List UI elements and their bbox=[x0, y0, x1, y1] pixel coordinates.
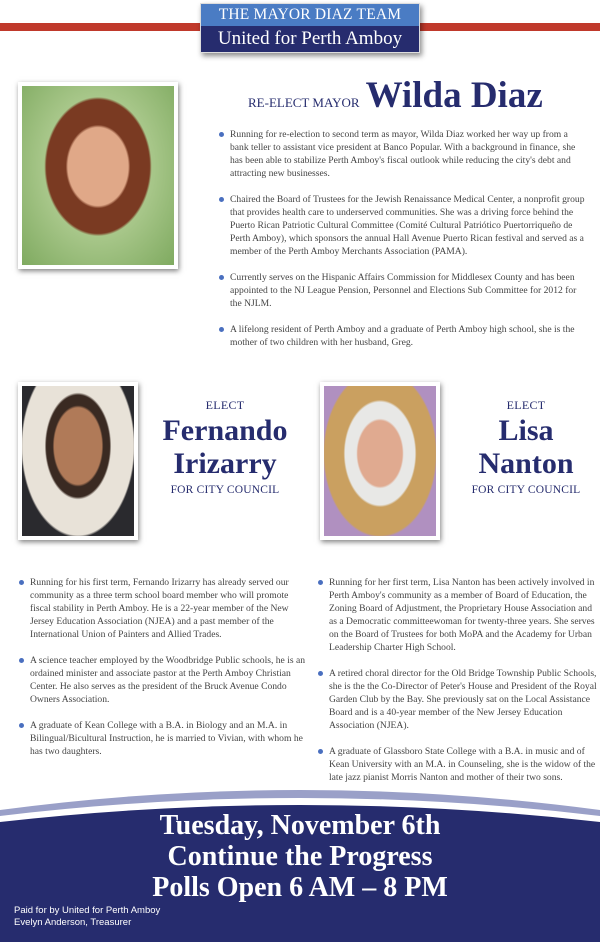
campaign-banner bbox=[200, 3, 420, 53]
lisa-photo bbox=[320, 382, 440, 540]
footer-message bbox=[0, 810, 600, 903]
candidate-last-name: Irizarry bbox=[173, 447, 277, 480]
list-item: A retired choral director for the Old Bridge Township Public Schools, she is the the Co-Director of Peter's House and President of the Royal Garden Club by the Bay. She previously sat on the Local Assistance Board and is a 40-year member of the New Jersey Education Association (NJEA). bbox=[317, 667, 597, 732]
lisa-heading bbox=[446, 398, 600, 496]
mayor-prefix: RE-ELECT MAYOR bbox=[248, 95, 360, 110]
candidate-first-name: Lisa bbox=[498, 414, 554, 447]
list-item: A graduate of Glassboro State College with a B.A. in music and of Kean University with an M.A. in Counseling, she is the widow of the late jazz pianist Morris Nanton and mother of their two sons. bbox=[317, 745, 597, 784]
list-item: Chaired the Board of Trustees for the Jewish Renaissance Medical Center, a nonprofit group that provides health care to underserved communities. She was a driving force behind the Puerto Rican Patriotic Cultural Committee (Comité Cultural Patriótico Puertorriqueño de Perth Amboy), which sponsors the annual Hall Avenue Puerto Rican festival and served as a member of the Perth Amboy Merchants Association (PAMA). bbox=[218, 193, 588, 258]
slogan: Continue the Progress bbox=[167, 841, 433, 872]
fernando-photo bbox=[18, 382, 138, 540]
office-label: FOR CITY COUNCIL bbox=[170, 484, 280, 496]
fernando-bullets bbox=[18, 576, 308, 771]
office-label: FOR CITY COUNCIL bbox=[471, 484, 581, 496]
list-item: A graduate of Kean College with a B.A. in Biology and an M.A. in Bilingual/Bicultural Instruction, he is married to Vivian, with whom he has two daughters. bbox=[18, 719, 308, 758]
lisa-bullets bbox=[317, 576, 597, 797]
poll-hours: Polls Open 6 AM – 8 PM bbox=[152, 872, 448, 903]
elect-label: ELECT bbox=[506, 398, 546, 412]
election-date: Tuesday, November 6th bbox=[159, 810, 441, 841]
list-item: Running for her first term, Lisa Nanton has been actively involved in Perth Amboy's community as a member of Board of Education, the Zoning Board of Adjustment, the Proprietary House Association and as a Democratic committeewoman for twenty-three years. She serves on the Board of Trustees for both MoPA and the Academy for Urban Leadership Charter High School. bbox=[317, 576, 597, 654]
treasurer-line: Evelyn Anderson, Treasurer bbox=[14, 917, 132, 928]
paid-for-line: Paid for by United for Perth Amboy bbox=[14, 905, 161, 916]
banner-subtitle: United for Perth Amboy bbox=[201, 26, 419, 52]
mayor-bullets bbox=[218, 128, 588, 362]
list-item: Currently serves on the Hispanic Affairs Commission for Middlesex County and has been appointed to the NJ League Pension, Personnel and Elections Sub Committee for 2012 for the NJLM. bbox=[218, 271, 588, 310]
candidate-last-name: Nanton bbox=[478, 447, 574, 480]
mayor-heading bbox=[248, 74, 543, 117]
list-item: Running for re-election to second term as mayor, Wilda Diaz worked her way up from a bank teller to assistant vice president at Banco Popular. With a background in finance, she has been able to stabilize Perth Amboy's fiscal outlook while reducing the city's debt and attracting new businesses. bbox=[218, 128, 588, 180]
paid-for-notice bbox=[14, 905, 160, 929]
fernando-heading bbox=[145, 398, 305, 496]
list-item: Running for his first term, Fernando Irizarry has already served our community as a three term school board member who will promote fiscal stability in Perth Amboy. He is a 22-year member of the New Jersey Education Association (NJEA) and a past member of the International Union of Painters and Allied Trades. bbox=[18, 576, 308, 641]
list-item: A lifelong resident of Perth Amboy and a graduate of Perth Amboy high school, she is the mother of two children with her husband, Greg. bbox=[218, 323, 588, 349]
banner-title: THE MAYOR DIAZ TEAM bbox=[201, 4, 419, 26]
mayor-name: Wilda Diaz bbox=[365, 75, 543, 116]
mayor-photo bbox=[18, 82, 178, 269]
elect-label: ELECT bbox=[205, 398, 245, 412]
list-item: A science teacher employed by the Woodbridge Public schools, he is an ordained minister and associate pastor at the Perth Amboy Christian Center. He also serves as the president of the Bruck Avenue Condo Owners Association. bbox=[18, 654, 308, 706]
candidate-first-name: Fernando bbox=[162, 414, 288, 447]
